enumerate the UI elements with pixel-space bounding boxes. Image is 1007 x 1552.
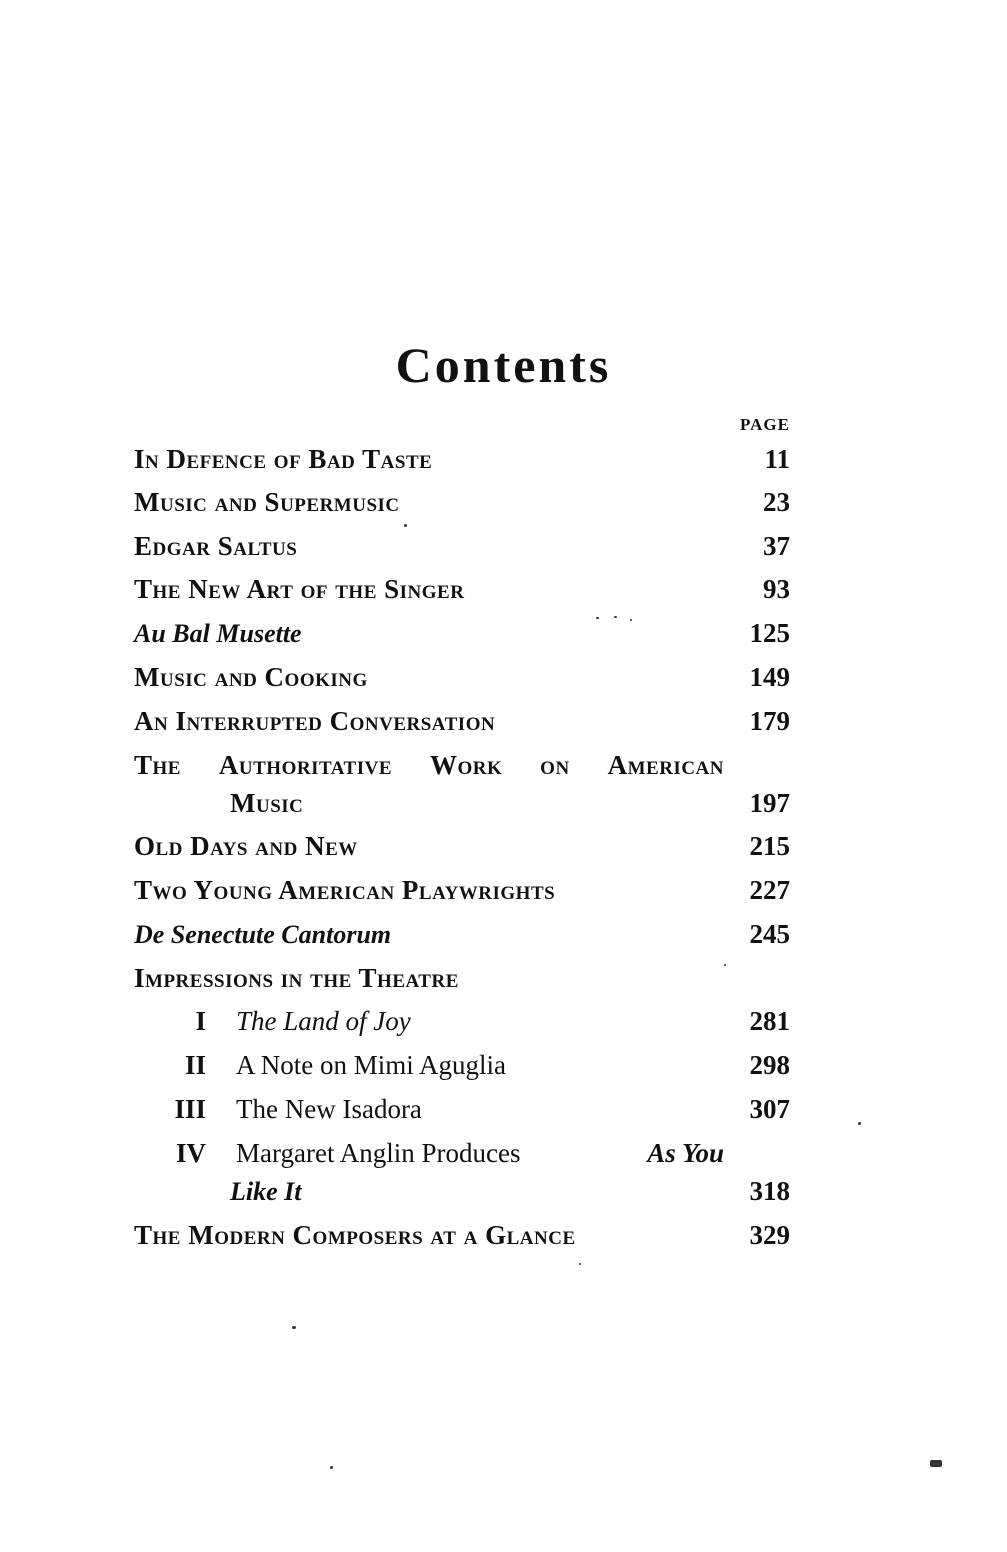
roman-numeral: III xyxy=(174,1094,206,1124)
toc-entry-page: 93 xyxy=(763,574,790,604)
title-word: Work xyxy=(429,750,503,780)
page-title: Contents xyxy=(395,337,612,393)
toc-entry-title: Music and Cooking xyxy=(134,662,368,692)
toc-entry-page: 23 xyxy=(763,487,790,517)
toc-entry-title: Edgar Saltus xyxy=(134,531,298,561)
toc-entry-page: 197 xyxy=(749,788,790,818)
toc-entry xyxy=(134,919,790,955)
toc-entry-title: Old Days and New xyxy=(134,831,358,861)
toc-entry-page: 37 xyxy=(763,531,790,561)
toc-entry-title: Music and Supermusic xyxy=(134,487,400,517)
toc-entry-line1 xyxy=(134,750,790,786)
title-word: on xyxy=(540,750,570,780)
page-column-label: PAGE xyxy=(740,415,790,434)
title-word: The xyxy=(134,750,181,780)
toc-entry xyxy=(134,1220,790,1256)
toc-entry-page: 307 xyxy=(749,1094,790,1124)
toc-sub-entry-title xyxy=(236,1138,724,1169)
toc-entry-line2 xyxy=(230,788,790,824)
toc-entry-page: 11 xyxy=(764,444,790,474)
toc-entry-title: In Defence of Bad Taste xyxy=(134,444,433,474)
toc-entry xyxy=(134,875,790,911)
toc-entry xyxy=(134,574,790,610)
toc-entry-title: The Modern Composers at a Glance xyxy=(134,1220,576,1250)
toc-sub-entry-line2 xyxy=(230,1176,790,1212)
toc-section-heading xyxy=(134,963,790,999)
toc-entry-title xyxy=(134,750,724,781)
toc-entry xyxy=(134,531,790,567)
title-word: American xyxy=(607,750,724,780)
roman-numeral: I xyxy=(195,1006,206,1036)
toc-sub-entry-title: The New Isadora xyxy=(236,1094,422,1124)
toc-entry-page: 227 xyxy=(749,875,790,905)
toc-sub-entry xyxy=(134,1006,790,1042)
toc-sub-entry-title: The Land of Joy xyxy=(236,1006,411,1036)
toc-entry-page: 125 xyxy=(749,618,790,648)
title-text-italic: As You xyxy=(647,1138,724,1168)
toc-sub-entry-line1 xyxy=(134,1138,790,1174)
toc-entry-page: 149 xyxy=(749,662,790,692)
toc-entry-page: 318 xyxy=(749,1176,790,1206)
toc-entry-page: 215 xyxy=(749,831,790,861)
toc-entry-title: Au Bal Musette xyxy=(134,619,302,648)
toc-entry xyxy=(134,831,790,867)
toc-entry xyxy=(134,444,790,480)
toc-entry-title: De Senectute Cantorum xyxy=(134,920,392,949)
toc-entry xyxy=(134,487,790,523)
toc-entry-title: Impressions in the Theatre xyxy=(134,963,459,993)
toc-entry-page: 329 xyxy=(749,1220,790,1250)
toc-entry-page: 245 xyxy=(749,919,790,949)
title-word: Authoritative xyxy=(218,750,393,780)
toc-entry-title: The New Art of the Singer xyxy=(134,574,465,604)
roman-numeral: IV xyxy=(175,1138,206,1168)
toc-entry-page: 281 xyxy=(749,1006,790,1036)
toc-entry xyxy=(134,618,790,654)
toc-sub-entry-title: A Note on Mimi Aguglia xyxy=(236,1050,506,1080)
roman-numeral: II xyxy=(184,1050,206,1080)
toc-entry-title-continued: Music xyxy=(230,788,304,818)
toc-sub-entry xyxy=(134,1050,790,1086)
toc-sub-entry xyxy=(134,1094,790,1130)
toc-entry xyxy=(134,706,790,742)
toc-entry-title: Two Young American Playwrights xyxy=(134,875,556,905)
toc-sub-entry-title-continued: Like It xyxy=(230,1177,302,1206)
title-text: Margaret Anglin Produces xyxy=(236,1138,521,1168)
toc-entry xyxy=(134,662,790,698)
toc-entry-title: An Interrupted Conversation xyxy=(134,706,496,736)
toc-entry-page: 298 xyxy=(749,1050,790,1080)
toc-entry-page: 179 xyxy=(749,706,790,736)
